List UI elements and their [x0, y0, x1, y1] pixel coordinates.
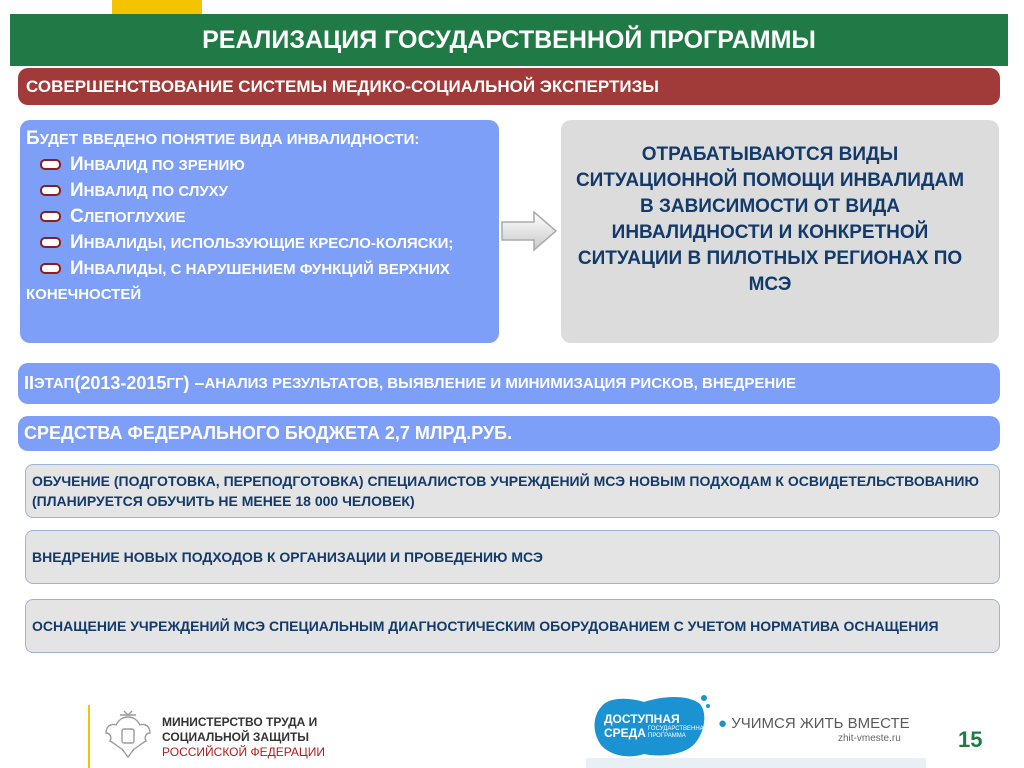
task-item-training: ОБУЧЕНИЕ (ПОДГОТОВКА, ПЕРЕПОДГОТОВКА) СПЕЦИАЛИСТОВ УЧРЕЖДЕНИЙ МСЭ НОВЫМ ПОДХОДАМ К ОСВИДЕТЕЛЬСТВОВАНИЮ (ПЛАНИРУЕТСЯ ОБУЧИТЬ НЕ МЕНЕЕ 18 000 ЧЕЛОВЕК) [25, 464, 1000, 518]
dash-bullet-icon [40, 185, 61, 196]
logo-text: ДОСТУПНАЯ СРЕДА [604, 712, 680, 740]
yellow-accent-tab [112, 0, 202, 14]
website-link[interactable]: zhit-vmeste.ru [838, 733, 901, 744]
page-number: 15 [958, 727, 983, 752]
list-item: СЛЕПОГЛУХИЕ [26, 204, 493, 230]
task-item-new-approaches: ВНЕДРЕНИЕ НОВЫХ ПОДХОДОВ К ОРГАНИЗАЦИИ И ПРОВЕДЕНИЮ МСЭ [25, 530, 1000, 584]
disability-types-box [20, 120, 499, 343]
situational-help-box [561, 120, 999, 343]
right-arrow-icon [500, 209, 558, 253]
dash-bullet-icon [40, 237, 61, 248]
section-heading-text: СОВЕРШЕНСТВОВАНИЕ СИСТЕМЫ МЕДИКО-СОЦИАЛЬНОЙ ЭКСПЕРТИЗЫ [26, 76, 659, 96]
page-title [10, 14, 1008, 66]
section-heading [18, 68, 1000, 105]
list-item: ИНВАЛИДЫ, С НАРУШЕНИЕМ ФУНКЦИЙ ВЕРХНИХ КОНЕЧНОСТЕЙ [26, 258, 450, 303]
task-item-equipment: ОСНАЩЕНИЕ УЧРЕЖДЕНИЙ МСЭ СПЕЦИАЛЬНЫМ ДИАГНОСТИЧЕСКИМ ОБОРУДОВАНИЕМ С УЧЕТОМ НОРМАТИВА ОСНАЩЕНИЯ [25, 599, 1000, 653]
situational-help-text: ОТРАБАТЫВАЮТСЯ ВИДЫ СИТУАЦИОННОЙ ПОМОЩИ ИНВАЛИДАМ В ЗАВИСИМОСТИ ОТ ВИДА ИНВАЛИДНОСТИ И КОНКРЕТНОЙ СИТУАЦИИ В ПИЛОТНЫХ РЕГИОНАХ ПО МСЭ [575, 144, 965, 295]
logo-subtext: ГОСУДАРСТВЕННАЯ ПРОГРАММА [648, 726, 709, 739]
footer-light-bar [586, 758, 926, 768]
slogan-text: ● УЧИМСЯ ЖИТЬ ВМЕСТЕ [718, 715, 910, 732]
list-item: ИНВАЛИД ПО СЛУХУ [26, 178, 493, 204]
dash-bullet-icon [40, 159, 61, 170]
dash-bullet-icon [40, 263, 61, 274]
disability-types-lead: БУДЕТ ВВЕДЕНО ПОНЯТИЕ ВИДА ИНВАЛИДНОСТИ: [26, 128, 420, 149]
dash-bullet-icon [40, 211, 61, 222]
footer-divider [88, 705, 90, 768]
page-title-text: РЕАЛИЗАЦИЯ ГОСУДАРСТВЕННОЙ ПРОГРАММЫ [202, 25, 816, 54]
coat-of-arms-icon [100, 707, 156, 763]
ministry-name: МИНИСТЕРСТВО ТРУДА И СОЦИАЛЬНОЙ ЗАЩИТЫ РОССИЙСКОЙ ФЕДЕРАЦИИ [162, 715, 326, 759]
list-item: ИНВАЛИД ПО ЗРЕНИЮ [26, 152, 493, 178]
list-item: ИНВАЛИДЫ, ИСПОЛЬЗУЮЩИЕ КРЕСЛО-КОЛЯСКИ; [26, 230, 493, 256]
budget-banner [18, 416, 1000, 451]
stage-banner: II ЭТАП (2013-2015 ГГ ) – АНАЛИЗ РЕЗУЛЬТАТОВ, ВЫЯВЛЕНИЕ И МИНИМИЗАЦИЯ РИСКОВ, ВНЕДРЕНИЕ [18, 363, 1000, 404]
budget-text: СРЕДСТВА ФЕДЕРАЛЬНОГО БЮДЖЕТА 2,7 МЛРД.РУБ. [24, 423, 513, 443]
